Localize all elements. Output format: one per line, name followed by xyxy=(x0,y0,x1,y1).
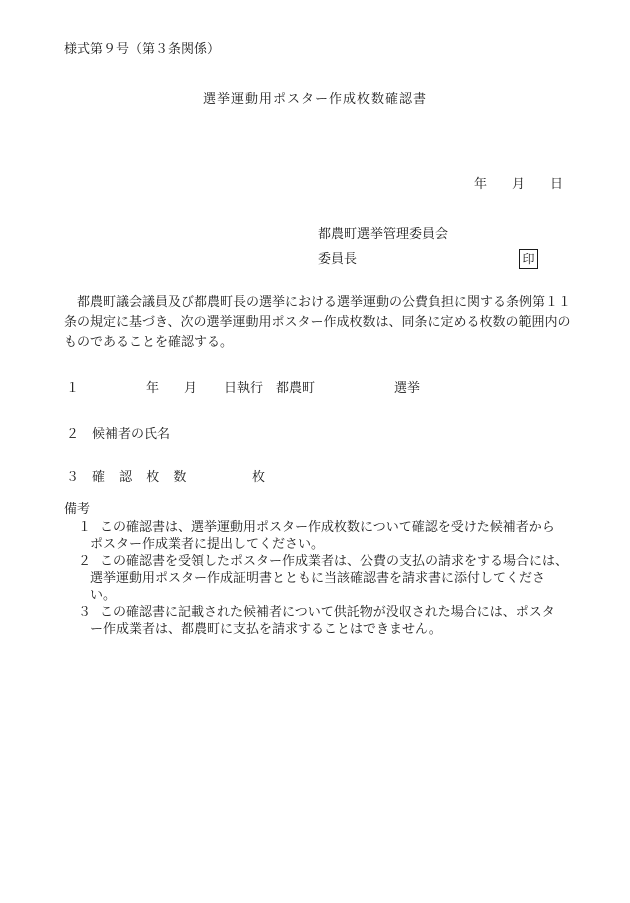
remark-note xyxy=(78,519,578,553)
body-paragraph: 都農町議会議員及び都農町長の選挙における選挙運動の公費負担に関する条例第１１条の規定に基づき、次の選挙運動用ポスター作成枚数は、同条に定める枚数の範囲内のものであることを確認する。 xyxy=(64,295,572,350)
date-line xyxy=(474,176,563,194)
remark-text: い。 xyxy=(90,588,117,603)
date-year: 年 xyxy=(474,177,488,192)
seal-box: 印 xyxy=(519,249,538,269)
item2-label: 候補者の氏名 xyxy=(92,427,171,442)
remark-note xyxy=(78,604,578,638)
item1-election: 選挙 xyxy=(394,381,421,396)
form-code: 様式第９号（第３条関係） xyxy=(64,42,221,57)
remark-number: ２ xyxy=(78,554,92,569)
remark-text: ー作成業者は、都農町に支払を請求することはできません。 xyxy=(90,622,442,637)
item-confirmed-count xyxy=(66,469,265,487)
date-month: 月 xyxy=(512,177,526,192)
chair-title: 委員長 xyxy=(318,252,358,267)
date-day: 日 xyxy=(550,177,564,192)
remark-text: この確認書は、選挙運動用ポスター作成枚数について確認を受けた候補者から xyxy=(100,520,555,535)
item1-number: １ xyxy=(66,381,80,396)
item1-town: 都農町 xyxy=(276,381,316,396)
item1-day: 日執行 xyxy=(224,381,264,396)
remarks-heading: 備考 xyxy=(64,502,91,517)
remark-text: ポスター作成業者に提出してください。 xyxy=(90,537,325,552)
remark-text: この確認書を受領したポスター作成業者は、公費の支払の請求をする場合には、 xyxy=(100,554,569,569)
remark-number: １ xyxy=(78,520,92,535)
remark-text: 選挙運動用ポスター作成証明書とともに当該確認書を請求書に添付してくださ xyxy=(90,571,546,586)
item1-month: 月 xyxy=(184,381,198,396)
item3-label: 確 認 枚 数 xyxy=(92,470,192,485)
item3-number: ３ xyxy=(66,470,80,485)
item3-unit: 枚 xyxy=(252,470,266,485)
remark-note xyxy=(78,553,578,604)
remark-text: この確認書に記載された候補者について供託物が没収された場合には、ポスタ xyxy=(100,605,555,620)
document-title: 選挙運動用ポスター作成枚数確認書 xyxy=(202,92,427,107)
item1-year: 年 xyxy=(146,381,160,396)
committee-name: 都農町選挙管理委員会 xyxy=(318,227,449,242)
item-election xyxy=(66,380,420,398)
remark-number: ３ xyxy=(78,605,92,620)
item2-number: ２ xyxy=(66,427,80,442)
item-candidate-name xyxy=(66,426,170,444)
